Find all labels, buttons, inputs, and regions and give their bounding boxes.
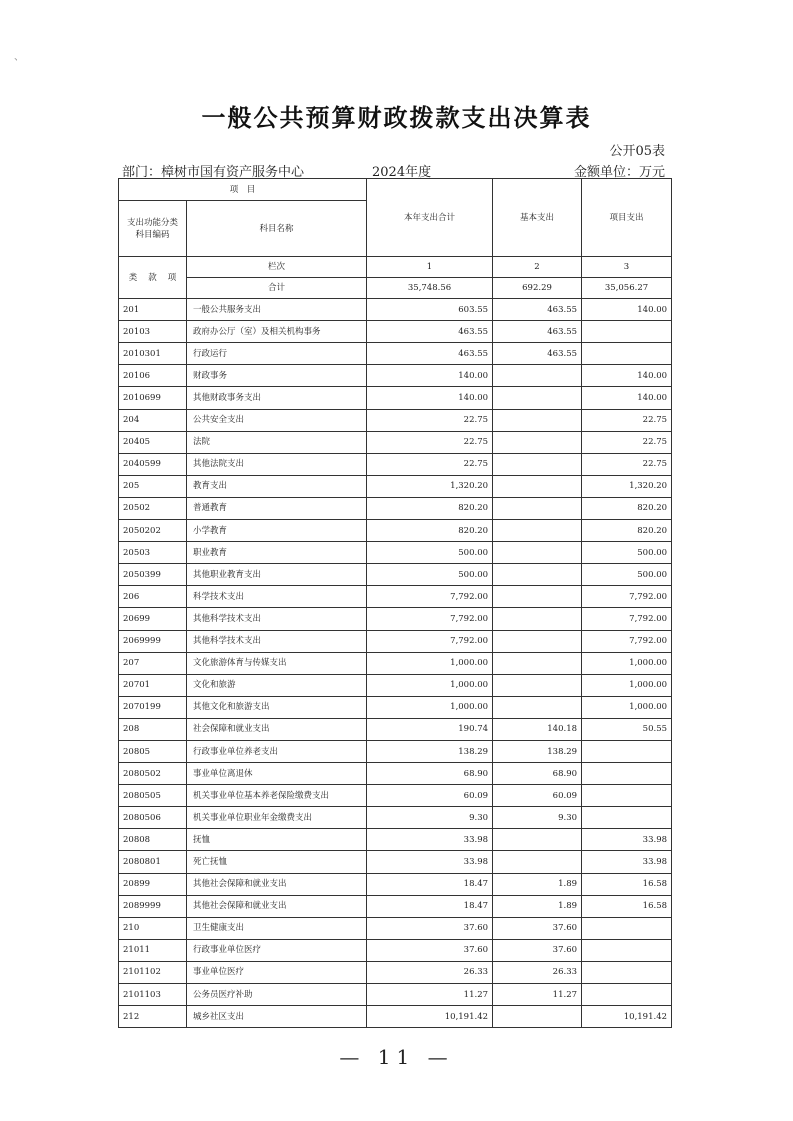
row-project: 16.58 — [582, 873, 672, 895]
row-subject-name: 卫生健康支出 — [187, 917, 367, 939]
row-subject-name: 公务员医疗补助 — [187, 984, 367, 1006]
row-subject-name: 其他文化和旅游支出 — [187, 696, 367, 718]
row-code: 2101102 — [119, 961, 187, 983]
row-project: 140.00 — [582, 365, 672, 387]
row-code: 208 — [119, 718, 187, 740]
table-row — [119, 939, 672, 961]
fiscal-year: 2024年度 — [372, 165, 432, 180]
table-row — [119, 917, 672, 939]
row-total: 1,000.00 — [367, 652, 493, 674]
header-kuan: 款 — [148, 272, 157, 283]
header-col1: 1 — [367, 257, 493, 278]
row-basic — [493, 387, 582, 409]
table-row — [119, 542, 672, 564]
table-row — [119, 475, 672, 497]
row-basic — [493, 608, 582, 630]
row-basic — [493, 497, 582, 519]
row-basic — [493, 475, 582, 497]
table-row — [119, 851, 672, 873]
row-total: 7,792.00 — [367, 630, 493, 652]
sum-basic: 692.29 — [493, 278, 582, 299]
row-subject-name: 抚恤 — [187, 829, 367, 851]
row-code: 205 — [119, 475, 187, 497]
row-code: 2080502 — [119, 763, 187, 785]
row-subject-name: 职业教育 — [187, 542, 367, 564]
row-total: 603.55 — [367, 299, 493, 321]
row-subject-name: 财政事务 — [187, 365, 367, 387]
row-project — [582, 917, 672, 939]
row-basic: 9.30 — [493, 807, 582, 829]
currency-unit: 金额单位：万元 — [573, 165, 665, 180]
row-total: 1,000.00 — [367, 696, 493, 718]
row-code: 20808 — [119, 829, 187, 851]
row-project — [582, 939, 672, 961]
row-total: 820.20 — [367, 520, 493, 542]
row-code: 206 — [119, 586, 187, 608]
row-total: 1,320.20 — [367, 475, 493, 497]
row-subject-name: 其他职业教育支出 — [187, 564, 367, 586]
table-row — [119, 365, 672, 387]
table-row — [119, 608, 672, 630]
row-basic — [493, 674, 582, 696]
row-project — [582, 984, 672, 1006]
row-total: 26.33 — [367, 961, 493, 983]
row-project: 22.75 — [582, 409, 672, 431]
row-project: 33.98 — [582, 829, 672, 851]
header-func-code: 支出功能分类科目编码 — [119, 201, 187, 257]
row-subject-name: 事业单位离退休 — [187, 763, 367, 785]
header-item: 项 目 — [119, 179, 367, 201]
row-project — [582, 321, 672, 343]
page-number: — 11 — — [339, 1045, 454, 1069]
row-code: 210 — [119, 917, 187, 939]
row-code: 2080506 — [119, 807, 187, 829]
row-basic — [493, 829, 582, 851]
row-total: 22.75 — [367, 409, 493, 431]
form-number: 公开05表 — [609, 144, 665, 159]
row-project: 820.20 — [582, 497, 672, 519]
row-code: 20899 — [119, 873, 187, 895]
table-row — [119, 564, 672, 586]
row-subject-name: 城乡社区支出 — [187, 1006, 367, 1028]
row-subject-name: 法院 — [187, 431, 367, 453]
header-basic: 基本支出 — [493, 179, 582, 257]
row-project: 820.20 — [582, 520, 672, 542]
table-row — [119, 453, 672, 475]
row-basic: 463.55 — [493, 321, 582, 343]
row-total: 190.74 — [367, 718, 493, 740]
row-total: 33.98 — [367, 829, 493, 851]
row-subject-name: 社会保障和就业支出 — [187, 718, 367, 740]
row-project: 7,792.00 — [582, 630, 672, 652]
row-code: 2069999 — [119, 630, 187, 652]
row-basic: 37.60 — [493, 939, 582, 961]
row-project — [582, 763, 672, 785]
row-subject-name: 行政事业单位养老支出 — [187, 740, 367, 762]
row-subject-name: 小学教育 — [187, 520, 367, 542]
row-total: 138.29 — [367, 740, 493, 762]
sum-project: 35,056.27 — [582, 278, 672, 299]
row-code: 204 — [119, 409, 187, 431]
row-subject-name: 公共安全支出 — [187, 409, 367, 431]
row-code: 20405 — [119, 431, 187, 453]
row-project — [582, 961, 672, 983]
row-basic — [493, 520, 582, 542]
row-basic — [493, 564, 582, 586]
row-basic — [493, 696, 582, 718]
corner-mark: 、 — [14, 52, 24, 63]
row-subject-name: 其他财政事务支出 — [187, 387, 367, 409]
row-subject-name: 科学技术支出 — [187, 586, 367, 608]
row-total: 1,000.00 — [367, 674, 493, 696]
row-project: 1,000.00 — [582, 696, 672, 718]
row-basic — [493, 542, 582, 564]
table-row — [119, 807, 672, 829]
row-total: 140.00 — [367, 387, 493, 409]
header-subject-name: 科目名称 — [187, 201, 367, 257]
row-code: 207 — [119, 652, 187, 674]
row-subject-name: 机关事业单位职业年金缴费支出 — [187, 807, 367, 829]
header-total: 本年支出合计 — [367, 179, 493, 257]
row-code: 20106 — [119, 365, 187, 387]
row-total: 37.60 — [367, 939, 493, 961]
table-row — [119, 387, 672, 409]
row-total: 7,792.00 — [367, 586, 493, 608]
row-total: 7,792.00 — [367, 608, 493, 630]
row-total: 140.00 — [367, 365, 493, 387]
row-total: 18.47 — [367, 895, 493, 917]
table-row — [119, 343, 672, 365]
table-row — [119, 696, 672, 718]
row-code: 2010301 — [119, 343, 187, 365]
row-code: 201 — [119, 299, 187, 321]
row-code: 2080505 — [119, 785, 187, 807]
header-column-label: 栏次 — [187, 257, 367, 278]
row-basic — [493, 409, 582, 431]
row-subject-name: 机关事业单位基本养老保险缴费支出 — [187, 785, 367, 807]
row-project — [582, 785, 672, 807]
table-row — [119, 299, 672, 321]
row-basic — [493, 431, 582, 453]
row-basic — [493, 630, 582, 652]
table-row — [119, 431, 672, 453]
table-row — [119, 961, 672, 983]
row-total: 68.90 — [367, 763, 493, 785]
row-basic — [493, 453, 582, 475]
table-row — [119, 1006, 672, 1028]
table-row — [119, 321, 672, 343]
row-total: 820.20 — [367, 497, 493, 519]
row-total: 33.98 — [367, 851, 493, 873]
table-body — [119, 299, 672, 1028]
table-row — [119, 718, 672, 740]
row-project — [582, 740, 672, 762]
header-project: 项目支出 — [582, 179, 672, 257]
row-project: 1,320.20 — [582, 475, 672, 497]
row-subject-name: 行政运行 — [187, 343, 367, 365]
row-basic: 463.55 — [493, 299, 582, 321]
row-code: 2101103 — [119, 984, 187, 1006]
row-project: 22.75 — [582, 431, 672, 453]
row-basic: 1.89 — [493, 873, 582, 895]
row-total: 18.47 — [367, 873, 493, 895]
row-basic — [493, 1006, 582, 1028]
row-total: 37.60 — [367, 917, 493, 939]
row-project: 33.98 — [582, 851, 672, 873]
department-label: 部门：樟树市国有资产服务中心 — [122, 165, 305, 180]
table-row — [119, 586, 672, 608]
row-total: 500.00 — [367, 542, 493, 564]
row-subject-name: 行政事业单位医疗 — [187, 939, 367, 961]
table-row — [119, 785, 672, 807]
row-basic: 140.18 — [493, 718, 582, 740]
table-row — [119, 520, 672, 542]
sum-total: 35,748.56 — [367, 278, 493, 299]
header-lei: 类 — [128, 272, 138, 283]
row-code: 2080801 — [119, 851, 187, 873]
row-basic — [493, 586, 582, 608]
row-total: 500.00 — [367, 564, 493, 586]
row-total: 10,191.42 — [367, 1006, 493, 1028]
row-project — [582, 807, 672, 829]
row-code: 21011 — [119, 939, 187, 961]
row-total: 9.30 — [367, 807, 493, 829]
row-code: 2010699 — [119, 387, 187, 409]
row-subject-name: 其他社会保障和就业支出 — [187, 895, 367, 917]
row-basic: 1.89 — [493, 895, 582, 917]
sum-label: 合计 — [187, 278, 367, 299]
row-basic: 138.29 — [493, 740, 582, 762]
row-code: 20701 — [119, 674, 187, 696]
row-subject-name: 死亡抚恤 — [187, 851, 367, 873]
row-project: 1,000.00 — [582, 652, 672, 674]
row-project: 22.75 — [582, 453, 672, 475]
row-project — [582, 343, 672, 365]
row-code: 2050399 — [119, 564, 187, 586]
row-subject-name: 文化旅游体育与传媒支出 — [187, 652, 367, 674]
row-subject-name: 其他科学技术支出 — [187, 630, 367, 652]
row-code: 20103 — [119, 321, 187, 343]
table-row — [119, 740, 672, 762]
table-row — [119, 829, 672, 851]
row-total: 463.55 — [367, 343, 493, 365]
table-row — [119, 763, 672, 785]
row-basic: 26.33 — [493, 961, 582, 983]
page-title: 一般公共预算财政拨款支出决算表 — [201, 104, 592, 132]
header-col2: 2 — [493, 257, 582, 278]
row-basic — [493, 652, 582, 674]
row-code: 20503 — [119, 542, 187, 564]
row-project: 140.00 — [582, 299, 672, 321]
row-code: 2089999 — [119, 895, 187, 917]
table-row — [119, 873, 672, 895]
row-code: 20502 — [119, 497, 187, 519]
table-row — [119, 409, 672, 431]
row-total: 22.75 — [367, 453, 493, 475]
table-row — [119, 984, 672, 1006]
row-code: 2050202 — [119, 520, 187, 542]
row-project: 500.00 — [582, 542, 672, 564]
row-total: 463.55 — [367, 321, 493, 343]
row-subject-name: 其他社会保障和就业支出 — [187, 873, 367, 895]
table-row — [119, 497, 672, 519]
row-subject-name: 文化和旅游 — [187, 674, 367, 696]
row-total: 22.75 — [367, 431, 493, 453]
row-code: 212 — [119, 1006, 187, 1028]
table-row — [119, 652, 672, 674]
row-total: 11.27 — [367, 984, 493, 1006]
row-project: 10,191.42 — [582, 1006, 672, 1028]
row-project: 1,000.00 — [582, 674, 672, 696]
row-code: 20699 — [119, 608, 187, 630]
row-subject-name: 政府办公厅（室）及相关机构事务 — [187, 321, 367, 343]
row-project: 500.00 — [582, 564, 672, 586]
row-code: 20805 — [119, 740, 187, 762]
row-code: 2070199 — [119, 696, 187, 718]
row-code: 2040599 — [119, 453, 187, 475]
row-basic: 11.27 — [493, 984, 582, 1006]
header-category-split — [119, 257, 187, 299]
row-subject-name: 其他科学技术支出 — [187, 608, 367, 630]
row-subject-name: 教育支出 — [187, 475, 367, 497]
row-basic — [493, 365, 582, 387]
row-basic: 37.60 — [493, 917, 582, 939]
row-project: 7,792.00 — [582, 586, 672, 608]
row-project: 16.58 — [582, 895, 672, 917]
header-xiang: 项 — [167, 272, 177, 283]
row-total: 60.09 — [367, 785, 493, 807]
table-row — [119, 674, 672, 696]
row-basic: 68.90 — [493, 763, 582, 785]
row-project: 140.00 — [582, 387, 672, 409]
table-row — [119, 630, 672, 652]
row-project: 50.55 — [582, 718, 672, 740]
header-col3: 3 — [582, 257, 672, 278]
row-basic — [493, 851, 582, 873]
table-row — [119, 895, 672, 917]
expenditure-table — [118, 178, 672, 1028]
row-subject-name: 其他法院支出 — [187, 453, 367, 475]
row-subject-name: 普通教育 — [187, 497, 367, 519]
row-basic: 60.09 — [493, 785, 582, 807]
row-subject-name: 事业单位医疗 — [187, 961, 367, 983]
row-project: 7,792.00 — [582, 608, 672, 630]
row-subject-name: 一般公共服务支出 — [187, 299, 367, 321]
row-basic: 463.55 — [493, 343, 582, 365]
